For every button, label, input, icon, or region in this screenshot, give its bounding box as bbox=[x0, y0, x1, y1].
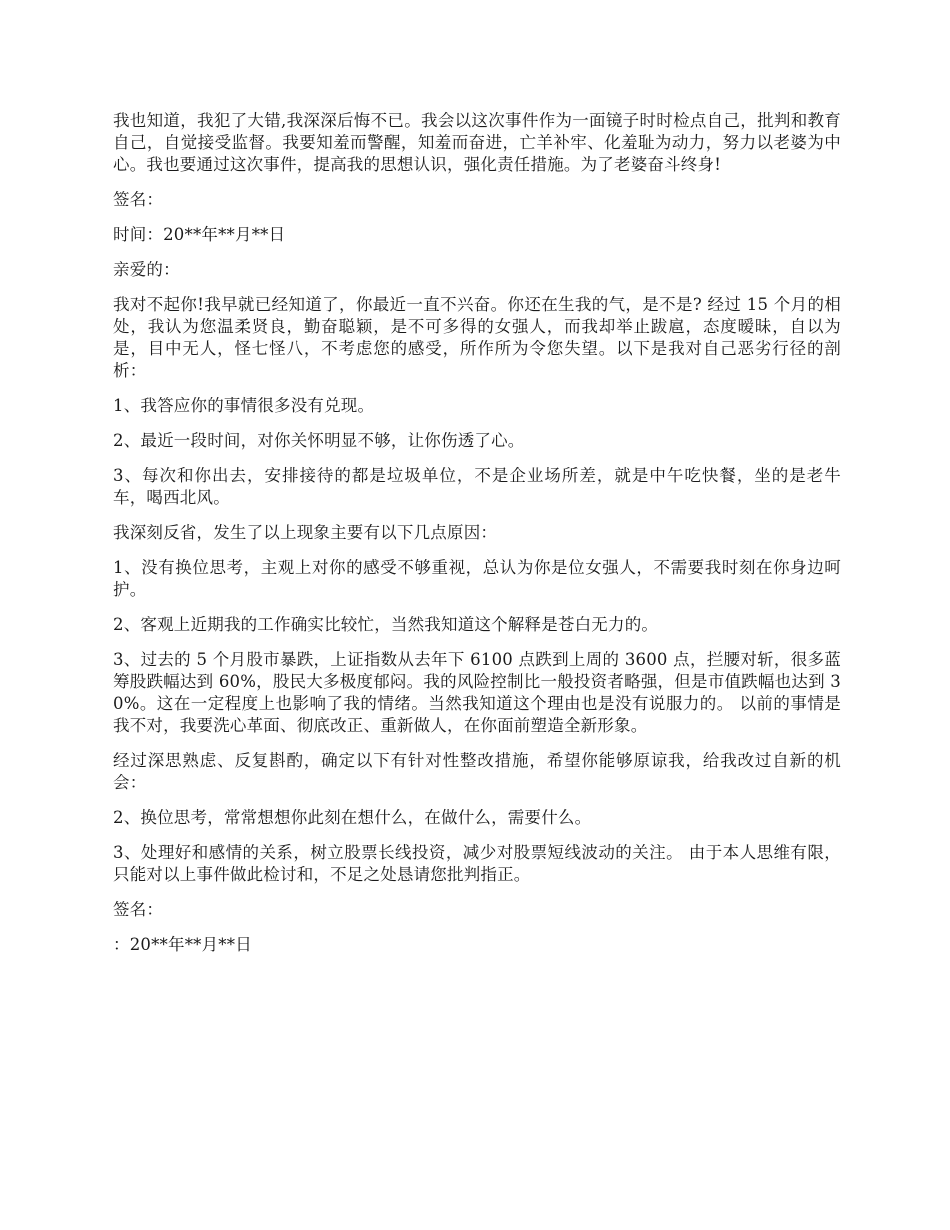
signature-label-1: 签名： bbox=[113, 190, 164, 209]
list-item-reason-3: 3、过去的 5 个月股市暴跌，上证指数从去年下 6100 点跌到上周的 3600 点，拦腰对斩，很多蓝筹股跌幅达到 60%，股民大多极度郁闷。我的风险控制比一般投资者略强，但是市值跌幅也达到 30%。这在一定程度上也影响了我的情绪。当然我知道这个理由也是没有说服力的。 以前的事情是我不对，我要洗心革面、彻底改正、重新做人，在你面前塑造全新形象。 bbox=[113, 650, 841, 735]
paragraph-reasons-intro: 我深刻反省，发生了以上现象主要有以下几点原因： bbox=[113, 523, 498, 542]
date-line-1: 时间：20**年**月**日 bbox=[113, 225, 286, 244]
list-item-measure-3: 3、处理好和感情的关系，树立股票长线投资，减少对股票短线波动的关注。 由于本人思维有限，只能对以上事件做此检讨和，不足之处恳请您批判指正。 bbox=[113, 843, 841, 884]
list-item-measure-2: 2、换位思考，常常想想你此刻在想什么，在做什么，需要什么。 bbox=[113, 808, 592, 827]
list-item-issue-2: 2、最近一段时间，对你关怀明显不够，让你伤透了心。 bbox=[113, 431, 525, 450]
paragraph-apology-intro: 我也知道，我犯了大错,我深深后悔不已。我会以这次事件作为一面镜子时时检点自己，批判和教育自己，自觉接受监督。我要知羞而警醒，知羞而奋进，亡羊补牢、化羞耻为动力，努力以老婆为中心。我也要通过这次事件，提高我的思想认识，强化责任措施。为了老婆奋斗终身! bbox=[113, 111, 841, 174]
list-item-reason-1: 1、没有换位思考，主观上对你的感受不够重视，总认为你是位女强人，不需要我时刻在你身边呵护。 bbox=[113, 558, 841, 599]
salutation: 亲爱的： bbox=[113, 260, 180, 279]
date-line-2: ：20**年**月**日 bbox=[113, 935, 252, 954]
document-page bbox=[113, 110, 841, 969]
paragraph-self-analysis: 我对不起你!我早就已经知道了，你最近一直不兴奋。你还在生我的气，是不是? 经过 15 个月的相处，我认为您温柔贤良，勤奋聪颖，是不可多得的女强人，而我却举止跋扈，态度暧昧，自以为是，目中无人，怪七怪八，不考虑您的感受，所作所为令您失望。以下是我对自己恶劣行径的剖析： bbox=[113, 295, 841, 380]
signature-label-2: 签名： bbox=[113, 900, 164, 919]
paragraph-measures-intro: 经过深思熟虑、反复斟酌，确定以下有针对性整改措施，希望你能够原谅我，给我改过自新的机会： bbox=[113, 751, 841, 792]
list-item-issue-3: 3、每次和你出去，安排接待的都是垃圾单位，不是企业场所差，就是中午吃快餐，坐的是老牛车，喝西北风。 bbox=[113, 466, 841, 507]
list-item-reason-2: 2、客观上近期我的工作确实比较忙，当然我知道这个解释是苍白无力的。 bbox=[113, 615, 659, 634]
list-item-issue-1: 1、我答应你的事情很多没有兑现。 bbox=[113, 396, 375, 415]
